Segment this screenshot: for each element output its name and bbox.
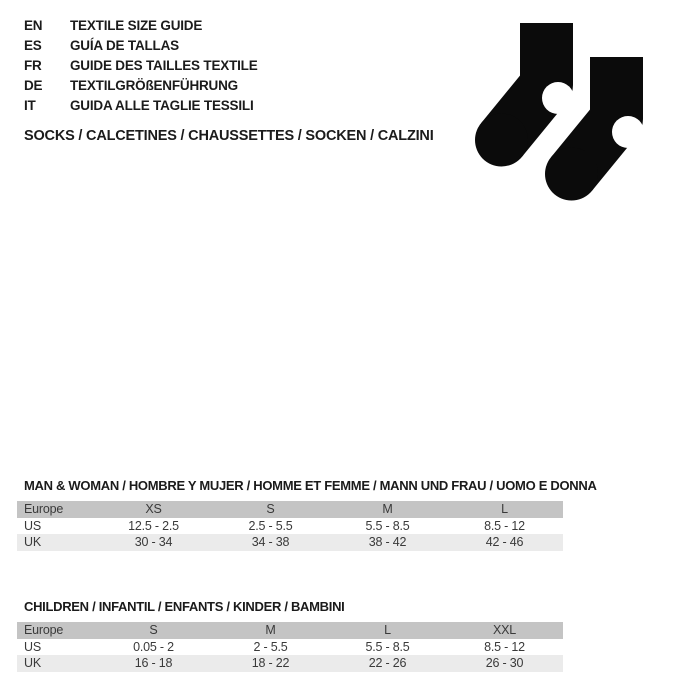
- header-cell: XS: [145, 502, 162, 517]
- header-cell: Europe: [24, 623, 64, 638]
- language-code: FR: [24, 57, 42, 73]
- header-cell: S: [266, 502, 275, 517]
- category-title: SOCKS / CALCETINES / CHAUSSETTES / SOCKEN / CALZINI: [24, 128, 434, 144]
- language-list: [24, 16, 258, 115]
- header-cell: L: [501, 502, 508, 517]
- size-cell: 2.5 - 5.5: [248, 518, 293, 533]
- table-header-row: [17, 622, 563, 639]
- language-code: IT: [24, 97, 36, 113]
- size-table: [17, 622, 563, 672]
- language-code: DE: [24, 77, 43, 93]
- language-row: [24, 95, 258, 115]
- size-table-children: [17, 600, 563, 672]
- language-label: GUÍA DE TALLAS: [70, 38, 179, 54]
- table-row: [17, 639, 563, 656]
- size-cell: 0.05 - 2: [133, 639, 174, 654]
- heel-hole: [612, 116, 644, 148]
- header-cell: XXL: [492, 623, 517, 638]
- size-cell: 42 - 46: [485, 535, 524, 550]
- size-cell: 26 - 30: [485, 656, 524, 671]
- heel-hole: [542, 82, 574, 114]
- language-label: TEXTILGRÖßENFÜHRUNG: [70, 77, 238, 93]
- region-cell: US: [24, 518, 41, 533]
- socks-icon-svg: [470, 14, 660, 210]
- size-cell: 30 - 34: [134, 535, 173, 550]
- size-cell: 16 - 18: [134, 656, 173, 671]
- size-table: [17, 501, 563, 551]
- language-label: GUIDE DES TAILLES TEXTILE: [70, 57, 258, 73]
- table-row: [17, 655, 563, 672]
- table-title: MAN & WOMAN / HOMBRE Y MUJER / HOMME ET FEMME / MANN UND FRAU / UOMO E DONNA: [24, 478, 597, 493]
- table-header-row: [17, 501, 563, 518]
- header-cell: M: [265, 623, 276, 638]
- size-cell: 22 - 26: [368, 656, 407, 671]
- language-code: ES: [24, 38, 42, 54]
- size-cell: 5.5 - 8.5: [365, 518, 410, 533]
- size-cell: 12.5 - 2.5: [128, 518, 179, 533]
- language-code: EN: [24, 18, 43, 34]
- size-cell: 8.5 - 12: [484, 639, 525, 654]
- table-row: [17, 534, 563, 551]
- region-cell: US: [24, 639, 41, 654]
- table-title: CHILDREN / INFANTIL / ENFANTS / KINDER / BAMBINI: [24, 599, 345, 614]
- size-cell: 2 - 5.5: [253, 639, 288, 654]
- language-label: TEXTILE SIZE GUIDE: [70, 18, 203, 34]
- region-cell: UK: [24, 656, 41, 671]
- header-cell: Europe: [24, 502, 64, 517]
- language-row: [24, 36, 258, 56]
- size-cell: 38 - 42: [368, 535, 407, 550]
- language-label: GUIDA ALLE TAGLIE TESSILI: [70, 97, 254, 113]
- header-cell: S: [149, 623, 158, 638]
- language-row: [24, 75, 258, 95]
- language-row: [24, 16, 258, 36]
- region-cell: UK: [24, 535, 41, 550]
- table-row: [17, 518, 563, 535]
- header-cell: L: [384, 623, 391, 638]
- size-cell: 34 - 38: [251, 535, 290, 550]
- language-row: [24, 56, 258, 76]
- size-cell: 5.5 - 8.5: [365, 639, 410, 654]
- size-table-adults: [17, 478, 597, 551]
- socks-icon: [470, 14, 660, 210]
- header-cell: M: [382, 502, 393, 517]
- size-cell: 18 - 22: [251, 656, 290, 671]
- size-cell: 8.5 - 12: [484, 518, 525, 533]
